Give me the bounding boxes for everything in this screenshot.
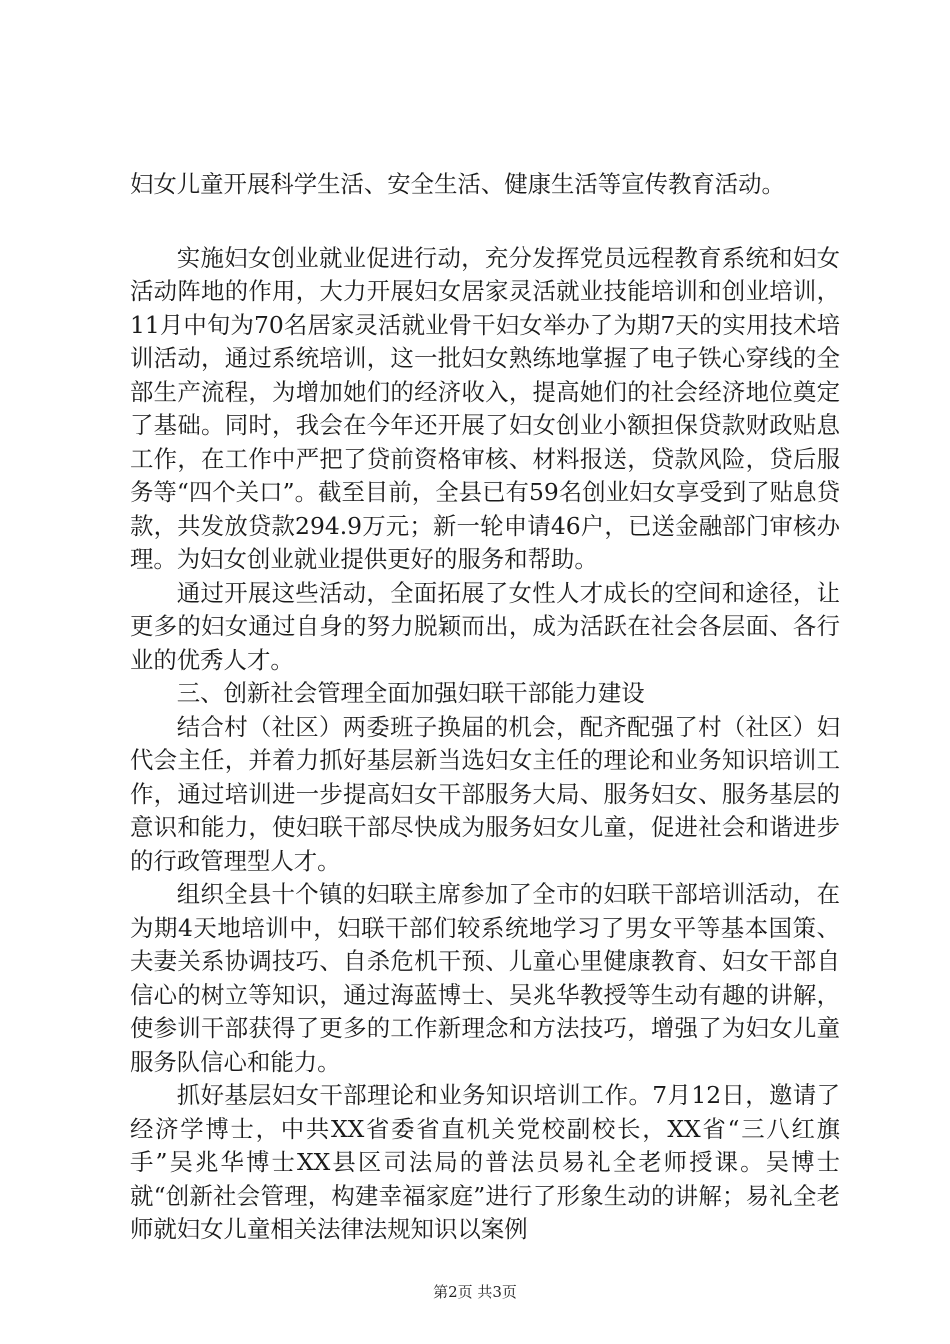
paragraph-gap — [130, 202, 840, 242]
paragraph: 实施妇女创业就业促进行动，充分发挥党员远程教育系统和妇女活动阵地的作用，大力开展妇女居家灵活就业技能培训和创业培训，11月中旬为70名居家灵活就业骨干妇女举办了为期7天的实用技术培训活动，通过系统培训，这一批妇女熟练地掌握了电子铁心穿线的全部生产流程，为增加她们的经济收入，提高她们的社会经济地位奠定了基础。同时，我会在今年还开展了妇女创业小额担保贷款财政贴息工作，在工作中严把了贷前资格审核、材料报送，贷款风险，贷后服务等“四个关口”。截至目前，全县已有59名创业妇女享受到了贴息贷款，共发放贷款294.9万元；新一轮申请46户，已送金融部门审核办理。为妇女创业就业提供更好的服务和帮助。 — [130, 243, 840, 573]
section-heading: 三、创新社会管理全面加强妇联干部能力建设 — [176, 679, 645, 707]
page-number-footer: 第2页 共3页 — [433, 1283, 517, 1301]
paragraph: 结合村（社区）两委班子换届的机会，配齐配强了村（社区）妇代会主任，并着力抓好基层新当选妇女主任的理论和业务知识培训工作，通过培训进一步提高妇女干部服务大局、服务妇女、服务基层的意识和能力，使妇联干部尽快成为服务妇女儿童，促进社会和谐进步的行政管理型人才。 — [130, 712, 840, 875]
paragraph: 妇女儿童开展科学生活、安全生活、健康生活等宣传教育活动。 — [130, 170, 785, 198]
paragraph: 抓好基层妇女干部理论和业务知识培训工作。7月12日，邀请了经济学博士，中共XX省委省直机关党校副校长，XX省“三八红旗手”吴兆华博士XX县区司法局的普法员易礼全老师授课。吴博士就“创新社会管理，构建幸福家庭”进行了形象生动的讲解；易礼全老师就妇女儿童相关法律法规知识以案例 — [130, 1081, 840, 1243]
paragraph: 通过开展这些活动，全面拓展了女性人才成长的空间和途径，让更多的妇女通过自身的努力脱颖而出，成为活跃在社会各层面、各行业的优秀人才。 — [130, 578, 840, 674]
paragraph: 组织全县十个镇的妇联主席参加了全市的妇联干部培训活动，在为期4天地培训中，妇联干部们较系统地学习了男女平等基本国策、夫妻关系协调技巧、自杀危机干预、儿童心里健康教育、妇女干部自信心的树立等知识，通过海蓝博士、吴兆华教授等生动有趣的讲解，使参训干部获得了更多的工作新理念和方法技巧，增强了为妇女儿童服务队信心和能力。 — [130, 880, 840, 1076]
document-body — [130, 168, 840, 1247]
